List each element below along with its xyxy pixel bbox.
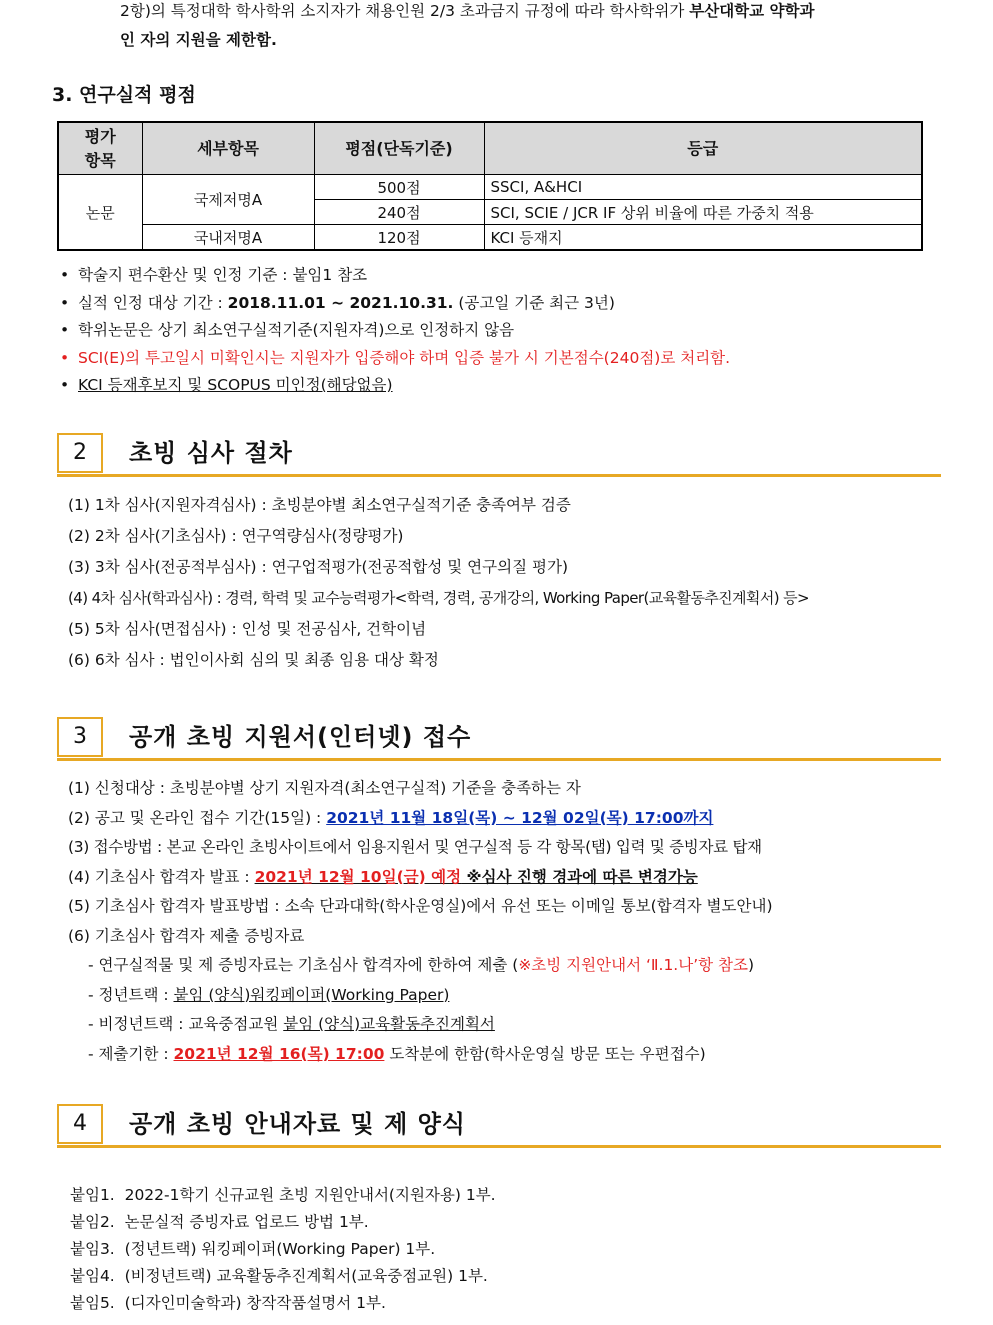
note-text: KCI 등재후보지 및 SCOPUS 미인정(해당없음) [78, 376, 393, 394]
cell-score: 500점 [314, 175, 484, 200]
note-text: 학술지 편수환산 및 인정 기준 : 붙임1 참조 [78, 266, 368, 284]
section-3-rule [57, 758, 941, 761]
list-item: (1) 1차 심사(지원자격심사) : 초빙분야별 최소연구실적기준 충족여부 검증 [68, 496, 571, 514]
list-item: 붙임1. 2022-1학기 신규교원 초빙 지원안내서(지원자용) 1부. [70, 1186, 496, 1204]
list-item: (3) 접수방법 : 본교 온라인 초빙사이트에서 임용지원서 및 연구실적 등 각 항목(탭) 입력 및 증빙자료 탑재 [68, 838, 762, 856]
announcement-date: 2021년 12월 10일(금) 예정 [254, 867, 462, 886]
note-item [60, 262, 730, 290]
section-2-rule [57, 474, 941, 477]
bullet-icon: • [60, 376, 70, 394]
list-item: (6) 6차 심사 : 법인이사회 심의 및 최종 임용 대상 확정 [68, 651, 439, 669]
section-4-rule [57, 1145, 941, 1148]
list-item: (5) 기초심사 합격자 발표방법 : 소속 단과대학(학사운영실)에서 유선 또는 이메일 통보(합격자 별도안내) [68, 897, 773, 915]
section-2-title: 초빙 심사 절차 [129, 439, 293, 467]
research-title: 3. 연구실적 평점 [52, 84, 196, 106]
sub-item [68, 1040, 773, 1070]
attachments-list [70, 1182, 496, 1317]
bullet-icon: • [60, 348, 70, 367]
intro-line-2-bold: 인 자의 지원을 제한함. [120, 31, 277, 49]
list-item [68, 804, 773, 834]
item-label: (4) 기초심사 합격자 발표 : [68, 867, 255, 886]
note-suffix: (공고일 기준 최근 3년) [453, 293, 615, 312]
table-row [58, 175, 922, 200]
item-label: (2) 공고 및 온라인 접수 기간(15일) : [68, 808, 327, 827]
section-4-number: 4 [57, 1104, 103, 1144]
sub-item [68, 981, 773, 1011]
bullet-icon: • [60, 266, 70, 284]
section-4-title: 공개 초빙 안내자료 및 제 양식 [129, 1110, 466, 1138]
list-item: (3) 3차 심사(전공적부심사) : 연구업적평가(전공적합성 및 연구의질 평가) [68, 558, 568, 576]
list-item: (4) 4차 심사(학과심사) : 경력, 학력 및 교수능력평가<학력, 경력, 공개강의, Working Paper(교육활동추진계획서) 등> [68, 589, 809, 607]
cell-grade: SCI, SCIE / JCR IF 상위 비율에 따른 가중치 적용 [484, 200, 922, 225]
submission-deadline: 2021년 12월 16(목) 17:00 [173, 1044, 385, 1063]
list-item: (1) 신청대상 : 초빙분야별 상기 지원자격(최소연구실적) 기준을 충족하는 자 [68, 779, 581, 797]
list-item: (2) 2차 심사(기초심사) : 연구역량심사(정량평가) [68, 527, 404, 545]
section-2-number: 2 [57, 433, 103, 473]
header-score: 평점(단독기준) [314, 122, 484, 175]
item-suffix: 도착분에 한함(학사운영실 방문 또는 우편접수) [384, 1044, 706, 1063]
sub-item [68, 1010, 773, 1040]
bullet-icon: • [60, 293, 70, 312]
table-header-row [58, 122, 922, 175]
list-item: 붙임2. 논문실적 증빙자료 업로드 방법 1부. [70, 1213, 369, 1231]
note-item [60, 317, 730, 345]
cell-grade: KCI 등재지 [484, 225, 922, 251]
section-4-header [57, 1104, 941, 1148]
guide-reference: ※초빙 지원안내서 ‘Ⅱ.1.나’항 참조 [518, 956, 748, 974]
list-item: 붙임4. (비정년트랙) 교육활동추진계획서(교육중점교원) 1부. [70, 1267, 488, 1285]
section-3-title: 공개 초빙 지원서(인터넷) 접수 [129, 723, 472, 751]
cell-score: 120점 [314, 225, 484, 251]
list-item [68, 863, 773, 893]
intro-line-1-text: 2항)의 특정대학 학사학위 소지자가 채용인원 2/3 초과금지 규정에 따라 학사학위가 [120, 2, 690, 20]
cell-eval-item: 논문 [58, 175, 142, 251]
note-item [60, 372, 730, 400]
header-eval-item: 평가 항목 [58, 122, 142, 175]
intro-line-1-bold: 부산대학교 약학과 [689, 2, 815, 20]
header-grade: 등급 [484, 122, 922, 175]
note-period: 2018.11.01 ~ 2021.10.31. [227, 293, 454, 312]
table-row [58, 225, 922, 251]
tenure-document: 붙임 (양식)워킹페이퍼(Working Paper) [173, 985, 450, 1004]
cell-score: 240점 [314, 200, 484, 225]
note-text: 실적 인정 대상 기간 : [78, 293, 228, 312]
section-2-header [57, 433, 941, 477]
cell-sub: 국제저명A [142, 175, 314, 225]
item-label: - 연구실적물 및 제 증빙자료는 기초심사 합격자에 한하여 제출 ( [88, 956, 519, 974]
list-item: 붙임5. (디자인미술학과) 창작작품설명서 1부. [70, 1294, 386, 1312]
intro-line-2 [120, 26, 940, 54]
item-suffix: ) [747, 956, 755, 974]
section-3-items [68, 774, 773, 1069]
item-label: - 정년트랙 : [88, 985, 174, 1004]
research-grade-table [57, 121, 923, 251]
section-2-steps [68, 490, 809, 676]
list-item: (5) 5차 심사(면접심사) : 인성 및 전공심사, 건학이념 [68, 620, 427, 638]
section-3-number: 3 [57, 717, 103, 757]
sub-item [68, 951, 773, 981]
note-text: SCI(E)의 투고일시 미확인시는 지원자가 입증해야 하며 입증 불가 시 기본점수(240점)로 처리함. [78, 348, 731, 367]
header-sub-item: 세부항목 [142, 122, 314, 175]
research-notes [60, 262, 730, 400]
note-text: 학위논문은 상기 최소연구실적기준(지원자격)으로 인정하지 않음 [78, 321, 515, 339]
announcement-note: ※심사 진행 경과에 따른 변경가능 [461, 867, 698, 886]
item-label: - 제출기한 : [88, 1044, 174, 1063]
bullet-icon: • [60, 321, 70, 339]
item-label: - 비정년트랙 : 교육중점교원 [88, 1015, 284, 1033]
note-item [60, 345, 730, 373]
section-3-header [57, 717, 941, 761]
note-item [60, 290, 730, 318]
cell-grade: SSCI, A&HCI [484, 175, 922, 200]
cell-sub: 국내저명A [142, 225, 314, 251]
list-item: (6) 기초심사 합격자 제출 증빙자료 [68, 926, 305, 945]
non-tenure-document: 붙임 (양식)교육활동추진계획서 [283, 1015, 495, 1033]
list-item: 붙임3. (정년트랙) 워킹페이퍼(Working Paper) 1부. [70, 1240, 436, 1258]
intro-line-1 [120, 0, 940, 25]
application-period: 2021년 11월 18일(목) ~ 12월 02일(목) 17:00까지 [326, 808, 714, 827]
